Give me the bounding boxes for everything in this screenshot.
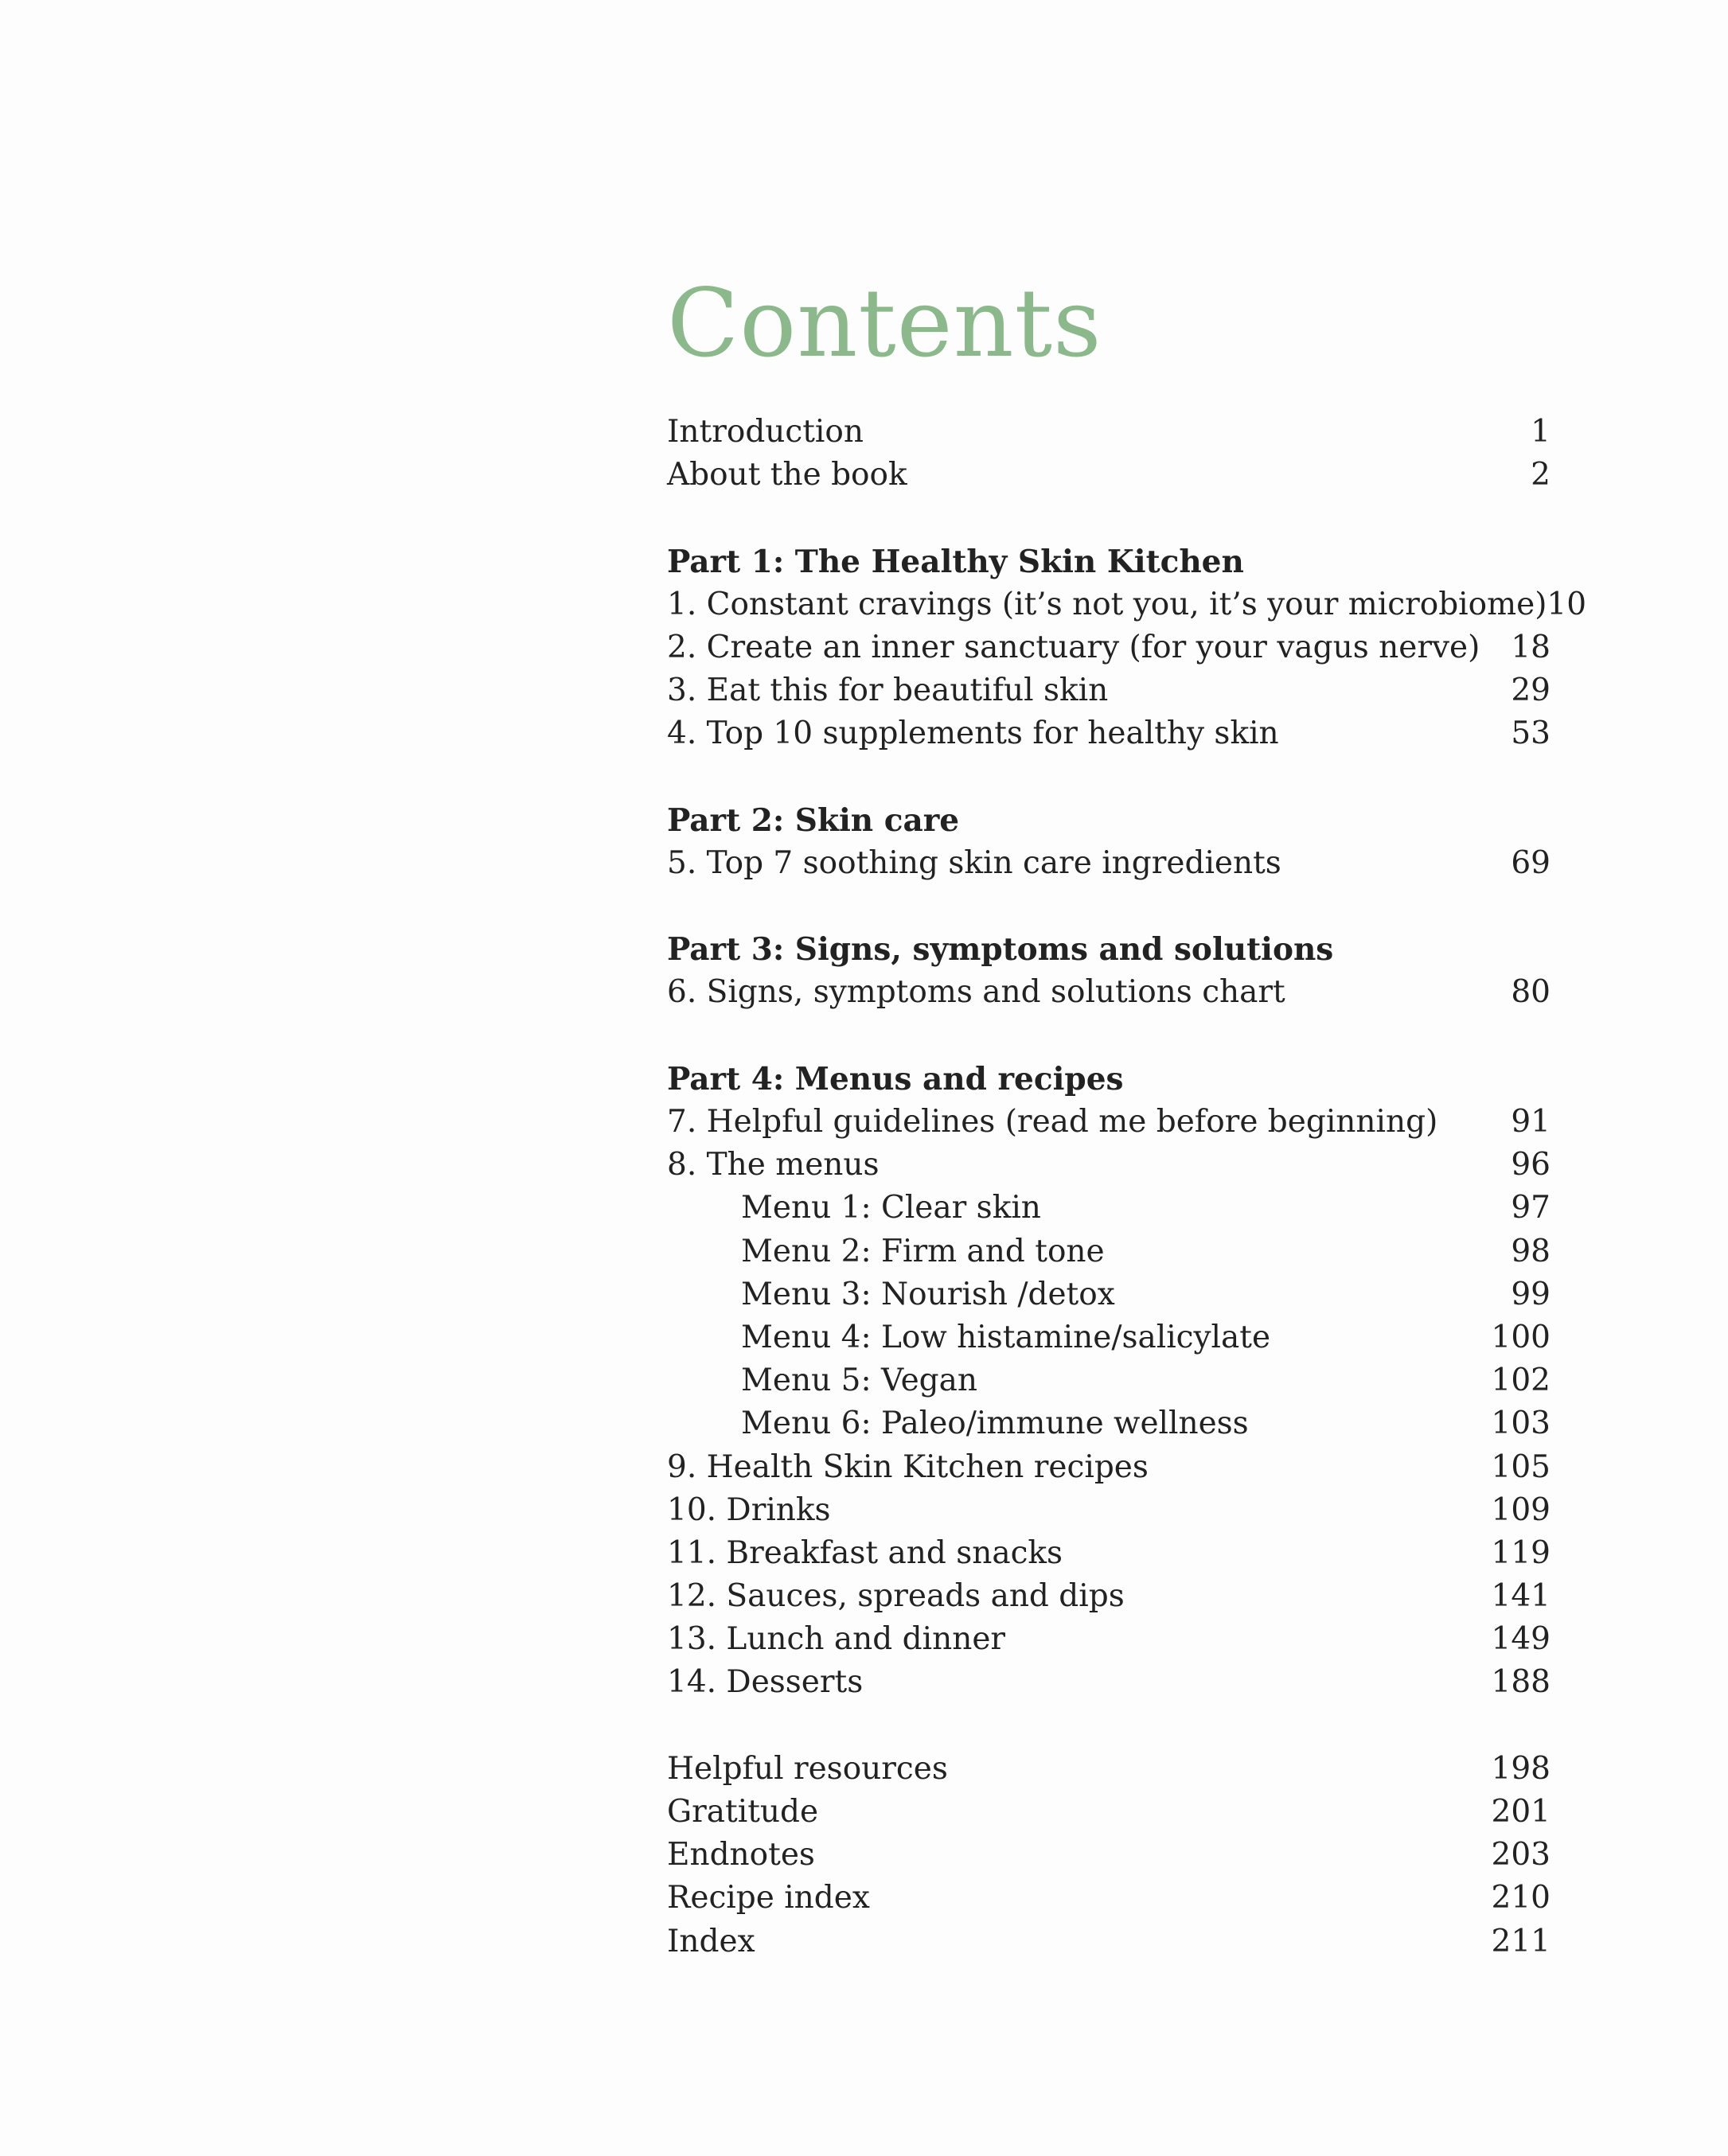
toc-entry (667, 1664, 1551, 1707)
toc-entry (667, 1880, 1551, 1923)
part-heading (667, 544, 1551, 587)
entry-title: Endnotes (667, 1837, 815, 1873)
part-heading (667, 802, 1551, 845)
page-number: 211 (1491, 1923, 1551, 1959)
entry-title: 9. Health Skin Kitchen recipes (667, 1448, 1149, 1485)
toc-entry (667, 715, 1551, 758)
page-number: 96 (1511, 1147, 1551, 1183)
toc-subentry (667, 1190, 1551, 1233)
page-number: 69 (1511, 844, 1551, 881)
part-heading (667, 931, 1551, 974)
page-number: 97 (1511, 1190, 1551, 1226)
entry-title: 12. Sauces, spreads and dips (667, 1578, 1125, 1615)
toc-entry (667, 1578, 1551, 1621)
entry-title: Menu 2: Firm and tone (741, 1233, 1105, 1269)
toc-entry (667, 1492, 1551, 1535)
page-number: 1 (1531, 414, 1551, 450)
entry-title: Helpful resources (667, 1750, 948, 1787)
page-title: Contents (667, 268, 1102, 379)
entry-title: 1. Constant cravings (it’s not you, it’s your microbiome) (667, 586, 1547, 622)
toc-entry (667, 1449, 1551, 1492)
entry-title: Introduction (667, 414, 864, 450)
entry-title: 2. Create an inner sanctuary (for your vagus nerve) (667, 629, 1480, 665)
page-number: 91 (1511, 1104, 1551, 1140)
entry-title: About the book (667, 457, 907, 493)
toc-entry (667, 630, 1551, 673)
page-number: 149 (1491, 1621, 1551, 1658)
page-number: 141 (1491, 1578, 1551, 1615)
entry-title: 11. Breakfast and snacks (667, 1534, 1063, 1571)
page-number: 80 (1511, 974, 1551, 1011)
page-number: 201 (1491, 1794, 1551, 1830)
entry-title: 6. Signs, symptoms and solutions chart (667, 974, 1285, 1011)
page-number: 210 (1491, 1880, 1551, 1916)
entry-title: 8. The menus (667, 1147, 880, 1183)
toc-entry (667, 1535, 1551, 1578)
toc-entry (667, 1147, 1551, 1190)
page-number: 18 (1511, 629, 1551, 665)
page-number: 2 (1531, 457, 1551, 493)
entry-title: Menu 1: Clear skin (741, 1190, 1041, 1226)
page-number: 102 (1491, 1363, 1551, 1399)
page-number: 109 (1491, 1491, 1551, 1528)
page-number: 100 (1491, 1319, 1551, 1355)
toc-subentry (667, 1363, 1551, 1405)
toc-entry (667, 673, 1551, 715)
page-number: 105 (1491, 1448, 1551, 1485)
section-spacer (667, 500, 1551, 543)
part-heading-label: Part 3: Signs, symptoms and solutions (667, 931, 1334, 969)
entry-title: Menu 3: Nourish /detox (741, 1276, 1115, 1312)
toc-subentry (667, 1277, 1551, 1320)
entry-title: 14. Desserts (667, 1664, 864, 1701)
page-number: 203 (1491, 1837, 1551, 1873)
entry-title: Menu 4: Low histamine/salicylate (741, 1319, 1271, 1355)
section-spacer (667, 759, 1551, 802)
section-spacer (667, 1708, 1551, 1751)
page-number: 119 (1491, 1534, 1551, 1571)
toc-subentry (667, 1320, 1551, 1363)
toc-entry (667, 586, 1587, 630)
section-spacer (667, 888, 1551, 931)
table-of-contents (667, 414, 1587, 1967)
entry-title: 13. Lunch and dinner (667, 1621, 1006, 1658)
page-number: 198 (1491, 1750, 1551, 1787)
toc-entry (667, 1104, 1551, 1147)
page-number: 99 (1511, 1276, 1551, 1312)
part-heading-label: Part 4: Menus and recipes (667, 1060, 1124, 1097)
entry-title: Menu 5: Vegan (741, 1363, 977, 1399)
entry-title: 10. Drinks (667, 1491, 831, 1528)
toc-entry (667, 1794, 1551, 1837)
toc-entry (667, 1837, 1551, 1880)
page-number: 10 (1547, 586, 1587, 622)
part-heading (667, 1061, 1551, 1104)
toc-entry (667, 414, 1551, 457)
section-spacer (667, 1018, 1551, 1061)
page-number: 98 (1511, 1233, 1551, 1269)
entry-title: Menu 6: Paleo/immune wellness (741, 1405, 1249, 1442)
toc-entry (667, 1621, 1551, 1664)
entry-title: 5. Top 7 soothing skin care ingredients (667, 844, 1281, 881)
entry-title: 4. Top 10 supplements for healthy skin (667, 715, 1279, 752)
page-number: 53 (1511, 715, 1551, 752)
toc-entry (667, 1924, 1551, 1967)
toc-subentry (667, 1405, 1551, 1448)
toc-subentry (667, 1234, 1551, 1277)
toc-entry (667, 974, 1551, 1017)
entry-title: Recipe index (667, 1880, 870, 1916)
entry-title: 7. Helpful guidelines (read me before beginning) (667, 1104, 1438, 1140)
part-heading-label: Part 1: The Healthy Skin Kitchen (667, 543, 1244, 580)
page-number: 103 (1491, 1405, 1551, 1442)
toc-entry (667, 457, 1551, 500)
toc-entry (667, 845, 1551, 888)
entry-title: Index (667, 1923, 755, 1959)
page-number: 29 (1511, 673, 1551, 709)
part-heading-label: Part 2: Skin care (667, 801, 960, 839)
entry-title: Gratitude (667, 1794, 819, 1830)
toc-entry (667, 1751, 1551, 1794)
entry-title: 3. Eat this for beautiful skin (667, 673, 1109, 709)
page-number: 188 (1491, 1664, 1551, 1701)
